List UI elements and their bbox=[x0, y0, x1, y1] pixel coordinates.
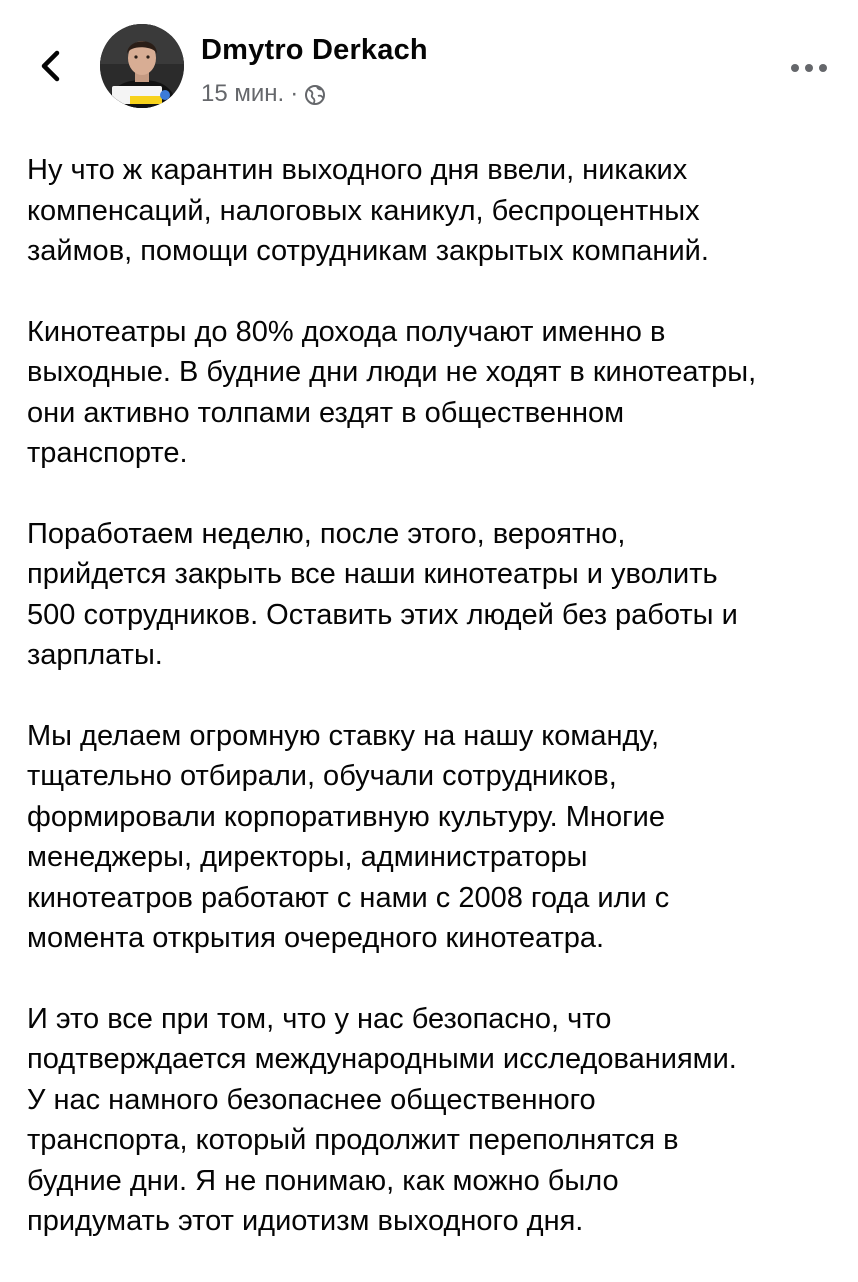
text-line: транспорте. bbox=[27, 437, 188, 469]
post-time[interactable]: 15 мин. bbox=[201, 80, 285, 107]
text-line: будние дни. Я не понимаю, как можно было bbox=[27, 1164, 619, 1197]
text-line: И это все при том, что у нас безопасно, что bbox=[27, 1002, 612, 1035]
text-line: момента открытия очередного кинотеатра. bbox=[27, 922, 605, 954]
text-line: придумать этот идиотизм выходного дня. bbox=[27, 1205, 584, 1237]
text-line: выходные. В будние дни люди не ходят в кинотеатры, bbox=[27, 356, 757, 388]
post-body bbox=[27, 150, 837, 1282]
avatar-photo bbox=[100, 24, 184, 108]
text-line: подтверждается международными исследованиями. bbox=[27, 1043, 737, 1075]
text-line: зарплаты. bbox=[27, 639, 163, 671]
text-line: компенсаций, налоговых каникул, беспроцентных bbox=[27, 194, 700, 227]
post-header bbox=[0, 0, 858, 130]
text-line: У нас намного безопаснее общественного bbox=[27, 1083, 596, 1116]
post-meta bbox=[201, 80, 326, 108]
globe-icon[interactable] bbox=[304, 84, 326, 106]
post-paragraph bbox=[27, 312, 837, 474]
post-paragraph bbox=[27, 716, 837, 959]
back-button[interactable] bbox=[28, 44, 72, 88]
author-name[interactable]: Dmytro Derkach bbox=[201, 34, 428, 66]
text-line: кинотеатров работают с нами с 2008 года или с bbox=[27, 881, 670, 914]
text-line: займов, помощи сотрудникам закрытых компаний. bbox=[27, 235, 709, 267]
meta-separator: · bbox=[290, 80, 299, 107]
text-line: транспорта, который продолжит переполнятся в bbox=[27, 1124, 679, 1156]
post-paragraph bbox=[27, 150, 837, 272]
text-line: они активно толпами ездят в общественном bbox=[27, 396, 625, 429]
text-line: Кинотеатры до 80% дохода получают именно в bbox=[27, 315, 666, 348]
text-line: Мы делаем огромную ставку на нашу команду, bbox=[27, 719, 660, 752]
text-line: формировали корпоративную культуру. Многие bbox=[27, 800, 665, 833]
chevron-left-icon bbox=[38, 49, 62, 83]
more-horizontal-icon bbox=[789, 63, 829, 73]
text-line: прийдется закрыть все наши кинотеатры и уволить bbox=[27, 558, 718, 590]
text-line: тщательно отбирали, обучали сотрудников, bbox=[27, 760, 617, 792]
text-line: 500 сотрудников. Оставить этих людей без работы и bbox=[27, 598, 738, 631]
text-line: Ну что ж карантин выходного дня ввели, никаких bbox=[27, 154, 688, 186]
post-paragraph bbox=[27, 514, 837, 676]
text-line: Поработаем неделю, после этого, вероятно, bbox=[27, 517, 626, 550]
post-paragraph bbox=[27, 999, 837, 1242]
text-line: менеджеры, директоры, администраторы bbox=[27, 841, 588, 873]
avatar[interactable] bbox=[100, 24, 184, 108]
more-options-button[interactable] bbox=[786, 56, 832, 80]
